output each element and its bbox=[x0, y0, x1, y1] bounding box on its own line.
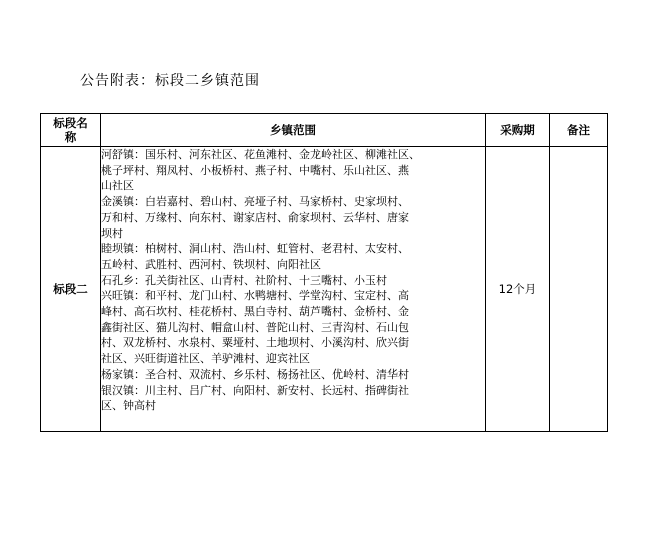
period-cell: 12个月 bbox=[486, 147, 550, 432]
town-line: 坝村 bbox=[101, 226, 123, 240]
town-line: 峰村、高石坎村、桂花桥村、黑白寺村、葫芦嘴村、金桥村、金 bbox=[101, 305, 409, 319]
town-line: 村、双龙桥村、水泉村、粟垭村、土地坝村、小溪沟村、欣兴街 bbox=[101, 336, 409, 350]
header-section-name bbox=[41, 114, 101, 147]
town-line: 鑫街社区、猫儿沟村、帽盒山村、普陀山村、三青沟村、石山包 bbox=[101, 320, 409, 334]
table-header-row bbox=[41, 114, 608, 147]
town-line: 兴旺镇：和平村、龙门山村、水鸭塘村、学堂沟村、宝定村、高 bbox=[101, 289, 409, 303]
town-line: 山社区 bbox=[101, 179, 134, 193]
town-line: 桃子坪村、翔凤村、小板桥村、燕子村、中嘴村、乐山社区、燕 bbox=[101, 163, 409, 177]
document-title: 公告附表：标段二乡镇范围 bbox=[80, 73, 260, 89]
town-line: 杨家镇：圣合村、双流村、乡乐村、杨扬社区、优岭村、清华村 bbox=[101, 367, 409, 381]
town-line: 区、钟高村 bbox=[101, 399, 156, 413]
header-section-name-text: 标段名称 bbox=[53, 116, 88, 144]
towns-cell bbox=[101, 147, 486, 432]
header-period: 采购期 bbox=[486, 114, 550, 147]
town-line: 石孔乡：孔关街社区、山青村、社阶村、十三嘴村、小玉村 bbox=[101, 273, 387, 287]
town-line: 金溪镇：白岩嘉村、碧山村、亮垭子村、马家桥村、史家坝村、 bbox=[101, 195, 409, 209]
notes-cell bbox=[550, 147, 608, 432]
header-notes: 备注 bbox=[550, 114, 608, 147]
town-line: 社区、兴旺街道社区、羊驴滩村、迎宾社区 bbox=[101, 352, 310, 366]
table-row bbox=[41, 147, 608, 432]
section-cell: 标段二 bbox=[41, 147, 101, 432]
town-line: 五岭村、武胜村、西河村、铁坝村、向阳社区 bbox=[101, 257, 321, 271]
town-line: 万和村、万缘村、向东村、谢家店村、俞家坝村、云华村、唐家 bbox=[101, 210, 409, 224]
town-range-table bbox=[40, 113, 608, 432]
town-line: 银汉镇：川主村、吕广村、向阳村、新安村、长远村、指碑街社 bbox=[101, 383, 409, 397]
town-line: 睦坝镇：柏树村、洞山村、浩山村、虹管村、老君村、太安村、 bbox=[101, 242, 409, 256]
header-towns: 乡镇范围 bbox=[101, 114, 486, 147]
town-line: 河舒镇：国乐村、河东社区、花鱼滩村、金龙岭社区、柳滩社区、 bbox=[101, 148, 420, 161]
